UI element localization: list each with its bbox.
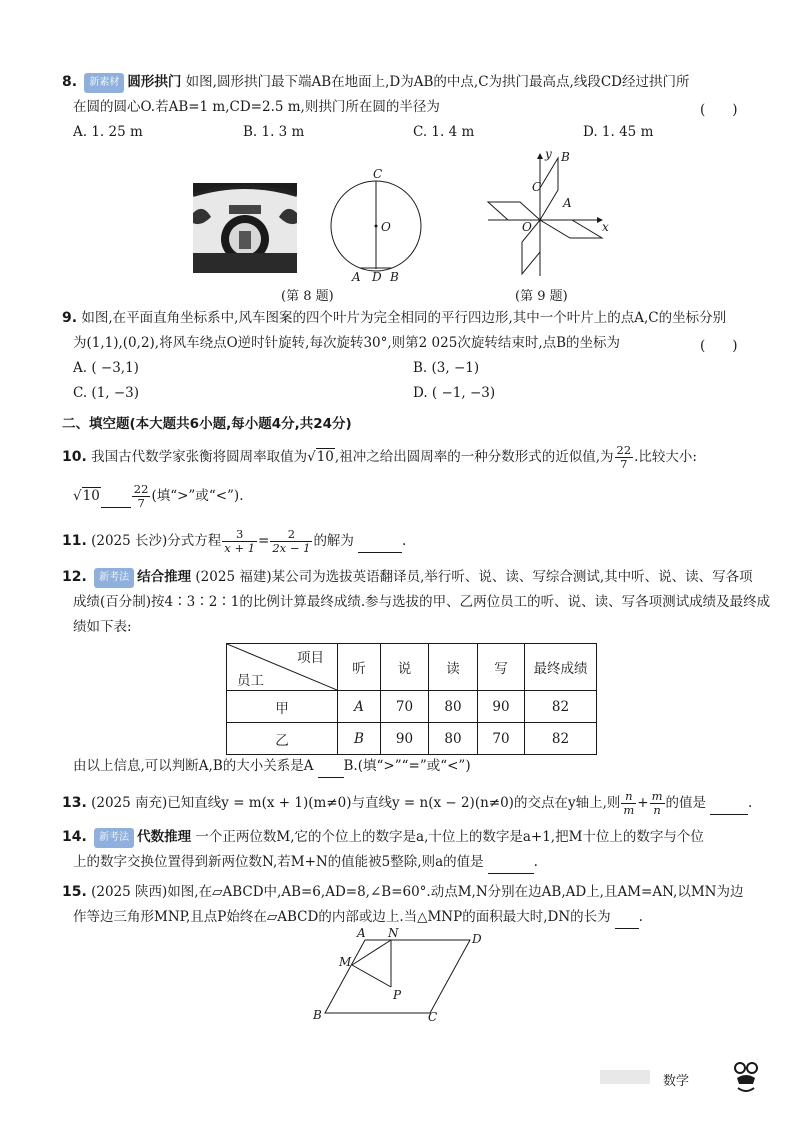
q10-sqrt-value: 10: [316, 449, 334, 465]
q13-answer-blank[interactable]: [710, 796, 748, 815]
table-cell: 乙: [227, 723, 338, 755]
corner-label-bottom: 员工: [237, 673, 264, 689]
table-header-cell: 写: [478, 644, 525, 691]
q8-topic: 圆形拱门: [127, 74, 182, 90]
footer-bar: [600, 1070, 650, 1084]
q9-number: 9.: [62, 310, 78, 326]
q9-caption: (第 9 题): [515, 289, 568, 304]
q11-f2-num: 2: [270, 528, 312, 542]
q8-option-a: A. 1. 25 m: [73, 124, 143, 140]
table-cell: 甲: [227, 691, 338, 723]
q8-label-c: C: [373, 167, 383, 181]
q14-tag: 新考法: [94, 828, 134, 848]
table-corner-cell: [227, 644, 338, 691]
q13-f1-den: m: [623, 803, 635, 817]
q14-text-1: 一个正两位数M,它的个位上的数字是a,十位上的数字是a+1,把M十位上的数字与个位: [195, 829, 704, 845]
q11-f1-num: 3: [222, 528, 257, 542]
q14-end: .: [533, 854, 538, 870]
table-header-cell: 说: [381, 644, 429, 691]
footer-logo-icon: [733, 1060, 759, 1096]
q11-text-b: 的解为: [313, 533, 354, 549]
q14-answer-blank[interactable]: [488, 855, 534, 874]
q12-number: 12.: [62, 569, 87, 585]
corner-label-top: 项目: [297, 650, 324, 666]
q15-text-2: 作等边三角形MNP,且点P始终在▱ABCD的内部或边上.当△MNP的面积最大时,DN的长为: [73, 909, 611, 925]
table-cell: 70: [478, 723, 525, 755]
q11-f2-den: 2x − 1: [272, 541, 311, 555]
q8-caption: (第 8 题): [281, 289, 334, 304]
windmill-diagram: [478, 148, 618, 283]
q15-label-c: C: [428, 1010, 438, 1024]
q12-text-1: (2025 福建)某公司为选拔英语翻译员,举行听、说、读、写综合测试,其中听、说、读、写各项: [195, 569, 753, 585]
q8-label-d: D: [372, 270, 382, 284]
q11-equals: =: [258, 533, 270, 549]
q15-label-d: D: [472, 932, 482, 946]
q10-fraction-2: [132, 483, 151, 510]
q12-topic: 结合推理: [137, 569, 192, 585]
q11-number: 11.: [62, 533, 87, 549]
q10-fraction: [615, 444, 634, 471]
q11-text-a: (2025 长沙)分式方程: [91, 533, 222, 549]
q8-option-c: C. 1. 4 m: [413, 124, 475, 140]
q11-fraction-2: [270, 528, 312, 555]
q14-line1: [62, 828, 704, 848]
table-cell: 80: [429, 723, 478, 755]
q8-line1: [62, 73, 689, 93]
q15-label-a: A: [357, 926, 366, 940]
table-cell: 82: [525, 723, 597, 755]
q13-end: .: [748, 795, 753, 811]
q8-text-2: 在圆的圆心O.若AB=1 m,CD=2.5 m,则拱门所在圆的半径为: [73, 99, 440, 115]
q10-text-1a: 我国古代数学家张衡将圆周率取值为: [91, 449, 308, 465]
q13-fraction-1: [621, 790, 636, 817]
q13-fraction-2: [650, 790, 665, 817]
q9-line1: [62, 309, 726, 327]
q14-text-2: 上的数字交换位置得到新两位数N,若M+N的值能被5整除,则a的值是: [73, 854, 484, 870]
q10-frac-num: 22: [616, 443, 632, 457]
arch-circle-diagram: [320, 165, 440, 285]
q9-option-a: A. ( −3,1): [73, 360, 139, 376]
q9-label-a: A: [563, 196, 572, 210]
q8-number: 8.: [62, 74, 78, 90]
q13-f1-num: n: [621, 790, 636, 804]
table-cell: A: [338, 691, 381, 723]
q12-text-3: 绩如下表:: [73, 619, 132, 635]
table-cell: 90: [381, 723, 429, 755]
table-header-cell: 听: [338, 644, 381, 691]
q15-label-p: P: [393, 988, 402, 1002]
q11-end: .: [401, 533, 407, 549]
arch-photo: [193, 183, 297, 273]
q14-topic: 代数推理: [137, 829, 192, 845]
q15-end: .: [638, 909, 643, 925]
q13-plus: +: [637, 795, 649, 811]
q9-label-c: C: [532, 180, 542, 194]
q12-answer-blank[interactable]: [318, 759, 344, 778]
q13-f2-num: m: [651, 789, 663, 803]
q9-option-c: C. (1, −3): [73, 385, 140, 401]
q11-answer-blank[interactable]: [358, 534, 402, 553]
table-header-row: [227, 644, 597, 691]
q10-line1: [62, 444, 697, 471]
q10-sqrt-value-2: 10: [82, 488, 100, 504]
q14-line2: [73, 853, 538, 874]
table-cell: 90: [478, 691, 525, 723]
q13-line: [62, 790, 752, 817]
q15-answer-blank[interactable]: [615, 910, 639, 929]
q9-label-b: B: [561, 150, 570, 164]
q15-label-m: M: [339, 955, 352, 969]
table-cell: 82: [525, 691, 597, 723]
q10-frac-num-2: 22: [133, 482, 149, 496]
q9-option-d: D. ( −1, −3): [413, 385, 496, 401]
q10-frac-den: 7: [620, 457, 628, 471]
q13-number: 13.: [62, 795, 87, 811]
q9-label-x: x: [602, 220, 609, 234]
q11-f1-den: x + 1: [224, 541, 256, 555]
q8-label-b: B: [390, 270, 399, 284]
q10-frac-den-2: 7: [137, 496, 145, 510]
q10-line2: [73, 483, 244, 510]
q15-label-n: N: [388, 926, 399, 940]
section-fill-blank-title: 二、填空题(本大题共6小题,每小题4分,共24分): [62, 416, 352, 432]
q9-option-b: B. (3, −1): [413, 360, 480, 376]
q15-number: 15.: [62, 884, 87, 900]
q12-score-table: [226, 643, 597, 755]
q11-line: [62, 528, 406, 555]
q13-f2-den: n: [653, 803, 661, 817]
q15-line1: [62, 883, 743, 901]
q12-after-text: 由以上信息,可以判断A,B的大小关系是A: [73, 758, 314, 774]
q15-label-b: B: [313, 1008, 322, 1022]
q9-label-y: y: [545, 147, 552, 161]
q10-number: 10.: [62, 449, 87, 465]
q9-text-1: 如图,在平面直角坐标系中,风车图案的四个叶片为完全相同的平行四边形,其中一个叶片上的点A,C的坐标分别: [81, 310, 727, 326]
q9-answer-paren: ( ): [700, 338, 738, 354]
q15-text-1: (2025 陕西)如图,在▱ABCD中,AB=6,AD=8,∠B=60°.动点M,N分别在边AB,AD上,且AM=AN,以MN为边: [91, 884, 744, 900]
q10-sqrt: √10: [307, 449, 334, 465]
table-row: [227, 691, 597, 723]
table-cell: 70: [381, 691, 429, 723]
q8-answer-paren: ( ): [700, 102, 738, 118]
q9-text-2: 为(1,1),(0,2),将风车绕点O逆时针旋转,每次旋转30°,则第2 025次旋转结束时,点B的坐标为: [73, 335, 621, 351]
table-cell: B: [338, 723, 381, 755]
q14-number: 14.: [62, 829, 87, 845]
q13-text-a: (2025 南充)已知直线y = m(x + 1)(m≠0)与直线y = n(x − 2)(n≠0)的交点在y轴上,则: [91, 795, 621, 811]
q12-line1: [62, 568, 753, 588]
table-cell: 80: [429, 691, 478, 723]
q10-sqrt-2: √10: [73, 488, 100, 504]
q12-after-text-b: B.(填“>”“=”或“<”): [343, 758, 471, 774]
q8-option-d: D. 1. 45 m: [583, 124, 654, 140]
footer-subject: 数学: [663, 1074, 690, 1089]
q10-answer-blank[interactable]: [101, 489, 131, 508]
table-header-cell: 读: [429, 644, 478, 691]
q10-text-1c: .比较大小:: [634, 449, 697, 465]
table-header-cell: 最终成绩: [525, 644, 597, 691]
q8-text-1: 如图,圆形拱门最下端AB在地面上,D为AB的中点,C为拱门最高点,线段CD经过拱门所: [185, 74, 690, 90]
q11-fraction-1: [222, 528, 257, 555]
q8-label-a: A: [352, 270, 361, 284]
parallelogram-diagram: [310, 925, 490, 1025]
q8-label-o: O: [381, 220, 391, 234]
q8-tag: 新素材: [84, 73, 124, 93]
table-row: [227, 723, 597, 755]
q9-label-o: O: [522, 220, 532, 234]
q10-text-2b: (填“>”或“<”).: [151, 488, 244, 504]
q10-text-1b: ,祖冲之给出圆周率的一种分数形式的近似值,为: [334, 449, 614, 465]
q13-text-b: 的值是: [665, 795, 706, 811]
q12-after-line: [73, 757, 471, 778]
q12-text-2: 成绩(百分制)按4∶3∶2∶1的比例计算最终成绩.参与选拔的甲、乙两位员工的听、说、读、写各项测试成绩及最终成: [73, 594, 771, 610]
q8-option-b: B. 1. 3 m: [243, 124, 305, 140]
q12-tag: 新考法: [94, 568, 134, 588]
